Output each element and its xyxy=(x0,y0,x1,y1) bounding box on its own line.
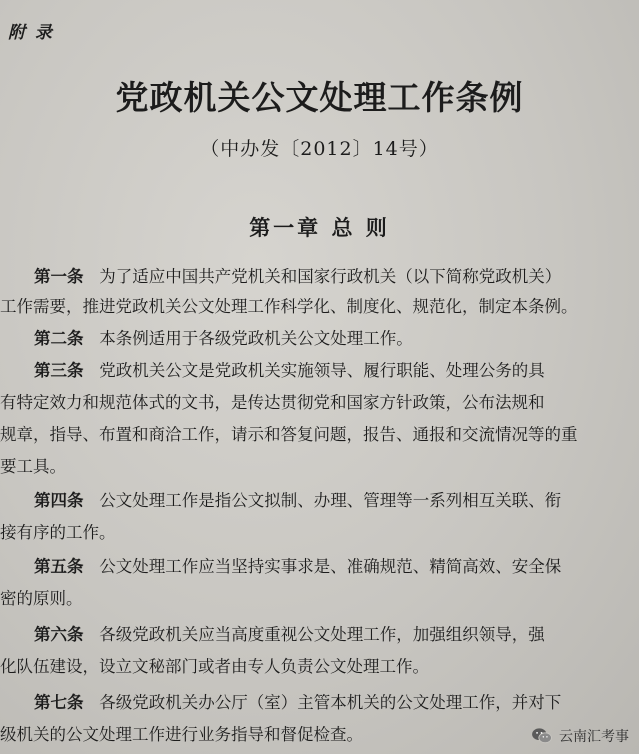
article-text: 级机关的公文处理工作进行业务指导和督促检查。 xyxy=(0,725,363,744)
article-line xyxy=(0,518,639,548)
article-text: 要工具。 xyxy=(0,457,66,476)
article-text: 密的原则。 xyxy=(0,589,83,608)
article-line xyxy=(34,552,639,582)
article-line xyxy=(34,688,639,718)
article-text: 化队伍建设，设立文秘部门或者由专人负责公文处理工作。 xyxy=(0,657,429,676)
appendix-label: 附 录 xyxy=(8,23,54,43)
document-title: 党政机关公文处理工作条例 xyxy=(115,78,524,117)
article-text: 本条例适用于各级党政机关公文处理工作。 xyxy=(99,329,413,348)
article-line xyxy=(0,292,639,322)
article-line xyxy=(0,720,479,750)
article-text: 各级党政机关应当高度重视公文处理工作，加强组织领导，强 xyxy=(99,625,545,644)
article-text: 公文处理工作应当坚持实事求是、准确规范、精简高效、安全保 xyxy=(99,557,562,576)
article-line xyxy=(0,652,639,682)
article-text: 工作需要，推进党政机关公文处理工作科学化、制度化、规范化，制定本条例。 xyxy=(0,297,578,316)
document-number: （中办发〔2012〕14号） xyxy=(200,138,439,160)
article-line xyxy=(0,452,639,482)
article-text: 公文处理工作是指公文拟制、办理、管理等一系列相互关联、衔 xyxy=(99,491,562,510)
article-line xyxy=(0,584,639,614)
article-line xyxy=(34,356,639,386)
article-label: 第七条 xyxy=(34,693,84,712)
article-text: 各级党政机关办公厅（室）主管本机关的公文处理工作，并对下 xyxy=(99,693,562,712)
article-line xyxy=(34,324,639,354)
article-label: 第一条 xyxy=(34,267,84,286)
article-text: 为了适应中国共产党机关和国家行政机关（以下简称党政机关） xyxy=(99,267,562,286)
article-line xyxy=(34,486,639,516)
article-line xyxy=(34,620,639,650)
article-label: 第三条 xyxy=(34,361,84,380)
article-text: 有特定效力和规范体式的文书，是传达贯彻党和国家方针政策，公布法规和 xyxy=(0,393,545,412)
article-line xyxy=(0,388,639,418)
article-text: 党政机关公文是党政机关实施领导、履行职能、处理公务的具 xyxy=(99,361,545,380)
article-text: 接有序的工作。 xyxy=(0,523,116,542)
wechat-icon xyxy=(531,727,553,745)
article-label: 第五条 xyxy=(34,557,84,576)
article-line xyxy=(34,262,639,292)
article-label: 第四条 xyxy=(34,491,84,510)
article-label: 第二条 xyxy=(34,329,84,348)
article-line xyxy=(0,420,639,450)
watermark xyxy=(531,726,629,746)
chapter-heading: 第一章 总 则 xyxy=(249,215,390,240)
article-label: 第六条 xyxy=(34,625,84,644)
watermark-text: 云南汇考事 xyxy=(559,729,629,745)
article-text: 规章，指导、布置和商洽工作，请示和答复问题，报告、通报和交流情况等的重 xyxy=(0,425,578,444)
